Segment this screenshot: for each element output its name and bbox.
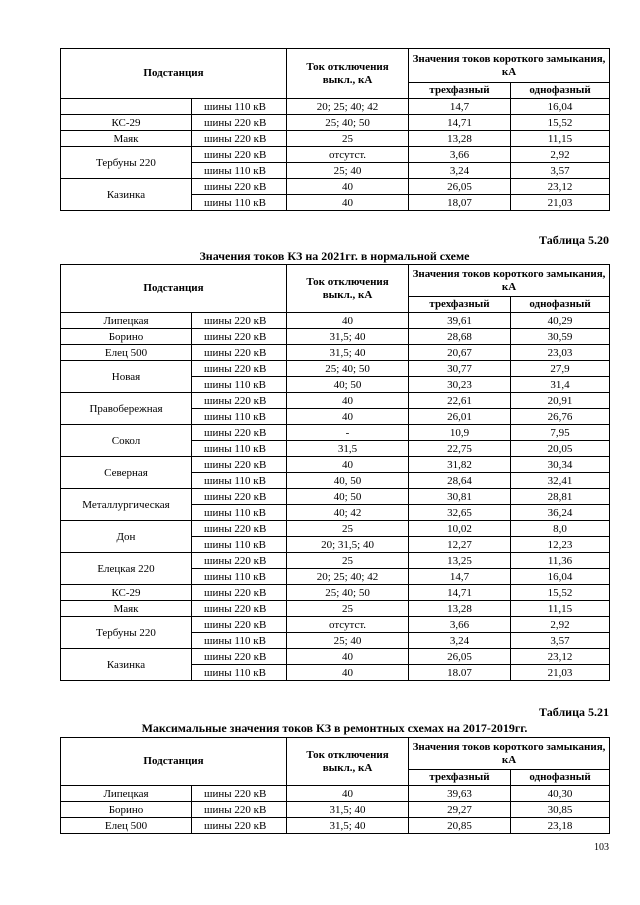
cell-breaker: 25; 40	[287, 633, 409, 649]
cell-bus: шины 220 кВ	[192, 147, 287, 163]
cell-breaker: отсутст.	[287, 147, 409, 163]
header-breaker-current: Ток отключения выкл., кА	[287, 49, 409, 99]
table-row	[61, 818, 610, 834]
cell-single-phase: 2,92	[511, 147, 610, 163]
cell-single-phase: 32,41	[511, 473, 610, 489]
cell-bus: шины 110 кВ	[192, 473, 287, 489]
cell-single-phase: 23,12	[511, 649, 610, 665]
page-number: 103	[594, 842, 609, 853]
cell-single-phase: 16,04	[511, 569, 610, 585]
table-row	[61, 115, 610, 131]
cell-three-phase: 28,68	[409, 329, 511, 345]
cell-breaker: 20; 25; 40; 42	[287, 569, 409, 585]
cell-bus: шины 220 кВ	[192, 489, 287, 505]
cell-bus: шины 220 кВ	[192, 425, 287, 441]
cell-breaker: 40; 42	[287, 505, 409, 521]
cell-bus: шины 110 кВ	[192, 505, 287, 521]
header-single-phase: однофазный	[511, 770, 610, 786]
header-substation: Подстанция	[61, 49, 287, 99]
table-title: Значения токов КЗ на 2021гг. в нормальной схеме	[199, 249, 470, 263]
cell-substation: Правобережная	[61, 393, 192, 425]
cell-substation: Казинка	[61, 649, 192, 681]
cell-bus: шины 220 кВ	[192, 617, 287, 633]
cell-breaker: 25	[287, 553, 409, 569]
cell-three-phase: 26,05	[409, 649, 511, 665]
table-row	[61, 601, 610, 617]
cell-three-phase: 28,64	[409, 473, 511, 489]
cell-three-phase: 10,9	[409, 425, 511, 441]
table-row	[61, 425, 610, 441]
cell-breaker: 40; 50	[287, 489, 409, 505]
cell-bus: шины 110 кВ	[192, 409, 287, 425]
cell-breaker: 20; 31,5; 40	[287, 537, 409, 553]
header-sc-values: Значения токов короткого замыкания, кА	[409, 738, 610, 770]
cell-bus: шины 110 кВ	[192, 633, 287, 649]
header-single-phase: однофазный	[511, 83, 610, 99]
cell-breaker: 40	[287, 649, 409, 665]
cell-breaker: отсутст.	[287, 617, 409, 633]
table-row	[61, 179, 610, 195]
table-row	[61, 131, 610, 147]
table-row	[61, 585, 610, 601]
cell-three-phase: 39,61	[409, 313, 511, 329]
header-substation: Подстанция	[61, 265, 287, 313]
table-row	[61, 393, 610, 409]
cell-breaker: 31,5; 40	[287, 802, 409, 818]
cell-substation: Тербуны 220	[61, 147, 192, 179]
cell-single-phase: 2,92	[511, 617, 610, 633]
table-row	[61, 457, 610, 473]
cell-single-phase: 20,05	[511, 441, 610, 457]
cell-bus: шины 220 кВ	[192, 361, 287, 377]
cell-three-phase: 29,27	[409, 802, 511, 818]
cell-single-phase: 15,52	[511, 585, 610, 601]
cell-substation: КС-29	[61, 585, 192, 601]
cell-three-phase: 20,85	[409, 818, 511, 834]
cell-bus: шины 220 кВ	[192, 131, 287, 147]
cell-breaker: 25; 40; 50	[287, 361, 409, 377]
cell-three-phase: 31,82	[409, 457, 511, 473]
cell-substation: Борино	[61, 802, 192, 818]
header-three-phase: трехфазный	[409, 770, 511, 786]
cell-breaker: 31,5; 40	[287, 818, 409, 834]
cell-bus: шины 220 кВ	[192, 521, 287, 537]
table-row	[61, 617, 610, 633]
cell-three-phase: 12,27	[409, 537, 511, 553]
table-row	[61, 99, 610, 115]
cell-substation: Елец 500	[61, 818, 192, 834]
cell-single-phase: 26,76	[511, 409, 610, 425]
cell-bus: шины 110 кВ	[192, 665, 287, 681]
cell-bus: шины 220 кВ	[192, 786, 287, 802]
cell-substation: Новая	[61, 361, 192, 393]
cell-substation: Дон	[61, 521, 192, 553]
cell-breaker: 25; 40; 50	[287, 115, 409, 131]
header-single-phase: однофазный	[511, 297, 610, 313]
header-sc-values: Значения токов короткого замыкания, кА	[409, 265, 610, 297]
cell-bus: шины 220 кВ	[192, 457, 287, 473]
cell-bus: шины 220 кВ	[192, 115, 287, 131]
cell-three-phase: 26,05	[409, 179, 511, 195]
cell-single-phase: 36,24	[511, 505, 610, 521]
cell-bus: шины 220 кВ	[192, 179, 287, 195]
cell-bus: шины 220 кВ	[192, 649, 287, 665]
table-row	[61, 802, 610, 818]
cell-breaker: 25	[287, 521, 409, 537]
cell-single-phase: 11,15	[511, 131, 610, 147]
header-substation: Подстанция	[61, 738, 287, 786]
table-row	[61, 361, 610, 377]
cell-breaker: 25	[287, 601, 409, 617]
cell-single-phase: 7,95	[511, 425, 610, 441]
cell-single-phase: 31,4	[511, 377, 610, 393]
cell-breaker: 31,5; 40	[287, 329, 409, 345]
cell-three-phase: 3,66	[409, 617, 511, 633]
cell-three-phase: 10,02	[409, 521, 511, 537]
cell-breaker: 40	[287, 409, 409, 425]
cell-three-phase: 20,67	[409, 345, 511, 361]
cell-substation: Маяк	[61, 601, 192, 617]
cell-bus: шины 220 кВ	[192, 393, 287, 409]
cell-single-phase: 3,57	[511, 163, 610, 179]
cell-single-phase: 23,18	[511, 818, 610, 834]
cell-three-phase: 30,77	[409, 361, 511, 377]
cell-single-phase: 12,23	[511, 537, 610, 553]
table-5-21	[60, 737, 610, 834]
cell-three-phase: 32,65	[409, 505, 511, 521]
cell-substation: Липецкая	[61, 786, 192, 802]
cell-three-phase: 13,28	[409, 601, 511, 617]
cell-three-phase: 14,71	[409, 585, 511, 601]
table-row	[61, 786, 610, 802]
cell-single-phase: 27,9	[511, 361, 610, 377]
cell-three-phase: 26,01	[409, 409, 511, 425]
cell-substation: Тербуны 220	[61, 617, 192, 649]
cell-breaker: 40	[287, 195, 409, 211]
table-continuation	[60, 48, 610, 211]
cell-single-phase: 21,03	[511, 195, 610, 211]
header-breaker-current: Ток отключения выкл., кА	[287, 265, 409, 313]
cell-substation: Борино	[61, 329, 192, 345]
cell-breaker: 25	[287, 131, 409, 147]
table-row	[61, 313, 610, 329]
cell-three-phase: 22,75	[409, 441, 511, 457]
header-sc-values: Значения токов короткого замыкания, кА	[409, 49, 610, 83]
table-title: Максимальные значения токов КЗ в ремонтных схемах на 2017-2019гг.	[141, 721, 528, 735]
cell-single-phase: 40,29	[511, 313, 610, 329]
cell-breaker: 25; 40	[287, 163, 409, 179]
cell-single-phase: 30,59	[511, 329, 610, 345]
cell-substation: Елец 500	[61, 345, 192, 361]
cell-substation: Елецкая 220	[61, 553, 192, 585]
table-row	[61, 147, 610, 163]
cell-breaker: 40; 50	[287, 377, 409, 393]
table-row	[61, 345, 610, 361]
cell-substation	[61, 99, 192, 115]
cell-three-phase: 14,7	[409, 569, 511, 585]
cell-single-phase: 20,91	[511, 393, 610, 409]
header-three-phase: трехфазный	[409, 83, 511, 99]
cell-single-phase: 23,12	[511, 179, 610, 195]
cell-three-phase: 13,25	[409, 553, 511, 569]
cell-single-phase: 23,03	[511, 345, 610, 361]
cell-single-phase: 28,81	[511, 489, 610, 505]
cell-three-phase: 18.07	[409, 665, 511, 681]
cell-single-phase: 30,34	[511, 457, 610, 473]
cell-bus: шины 220 кВ	[192, 329, 287, 345]
cell-breaker: 20; 25; 40; 42	[287, 99, 409, 115]
table-number: Таблица 5.21	[539, 705, 609, 719]
cell-breaker: 31,5	[287, 441, 409, 457]
cell-bus: шины 220 кВ	[192, 345, 287, 361]
cell-bus: шины 220 кВ	[192, 802, 287, 818]
cell-breaker: 40, 50	[287, 473, 409, 489]
cell-substation: Сокол	[61, 425, 192, 457]
cell-single-phase: 11,36	[511, 553, 610, 569]
cell-three-phase: 14,7	[409, 99, 511, 115]
cell-breaker: 40	[287, 179, 409, 195]
cell-bus: шины 110 кВ	[192, 537, 287, 553]
cell-breaker: 40	[287, 393, 409, 409]
cell-three-phase: 18,07	[409, 195, 511, 211]
cell-breaker: 31,5; 40	[287, 345, 409, 361]
cell-single-phase: 15,52	[511, 115, 610, 131]
cell-bus: шины 220 кВ	[192, 818, 287, 834]
cell-bus: шины 110 кВ	[192, 99, 287, 115]
cell-breaker: 40	[287, 665, 409, 681]
cell-three-phase: 3,66	[409, 147, 511, 163]
cell-bus: шины 220 кВ	[192, 601, 287, 617]
cell-substation: Казинка	[61, 179, 192, 211]
cell-substation: КС-29	[61, 115, 192, 131]
cell-single-phase: 30,85	[511, 802, 610, 818]
cell-breaker: 40	[287, 313, 409, 329]
cell-three-phase: 3,24	[409, 633, 511, 649]
cell-bus: шины 220 кВ	[192, 553, 287, 569]
cell-three-phase: 30,23	[409, 377, 511, 393]
table-row	[61, 553, 610, 569]
cell-single-phase: 11,15	[511, 601, 610, 617]
cell-three-phase: 3,24	[409, 163, 511, 179]
cell-single-phase: 21,03	[511, 665, 610, 681]
table-row	[61, 329, 610, 345]
header-breaker-current: Ток отключения выкл., кА	[287, 738, 409, 786]
cell-single-phase: 16,04	[511, 99, 610, 115]
table-row	[61, 489, 610, 505]
cell-substation: Северная	[61, 457, 192, 489]
table-5-20	[60, 264, 610, 681]
header-three-phase: трехфазный	[409, 297, 511, 313]
cell-bus: шины 110 кВ	[192, 163, 287, 179]
cell-single-phase: 8,0	[511, 521, 610, 537]
table-number: Таблица 5.20	[539, 233, 609, 247]
table-row	[61, 521, 610, 537]
cell-three-phase: 13,28	[409, 131, 511, 147]
cell-bus: шины 110 кВ	[192, 195, 287, 211]
cell-substation: Липецкая	[61, 313, 192, 329]
cell-bus: шины 110 кВ	[192, 441, 287, 457]
cell-bus: шины 220 кВ	[192, 313, 287, 329]
cell-three-phase: 22,61	[409, 393, 511, 409]
cell-single-phase: 3,57	[511, 633, 610, 649]
cell-substation: Маяк	[61, 131, 192, 147]
cell-breaker: 40	[287, 786, 409, 802]
cell-bus: шины 110 кВ	[192, 569, 287, 585]
cell-breaker: 40	[287, 457, 409, 473]
cell-breaker: 25; 40; 50	[287, 585, 409, 601]
cell-bus: шины 220 кВ	[192, 585, 287, 601]
cell-bus: шины 110 кВ	[192, 377, 287, 393]
cell-breaker: -	[287, 425, 409, 441]
cell-substation: Металлургическая	[61, 489, 192, 521]
table-row	[61, 649, 610, 665]
cell-three-phase: 39,63	[409, 786, 511, 802]
cell-single-phase: 40,30	[511, 786, 610, 802]
cell-three-phase: 14,71	[409, 115, 511, 131]
cell-three-phase: 30,81	[409, 489, 511, 505]
